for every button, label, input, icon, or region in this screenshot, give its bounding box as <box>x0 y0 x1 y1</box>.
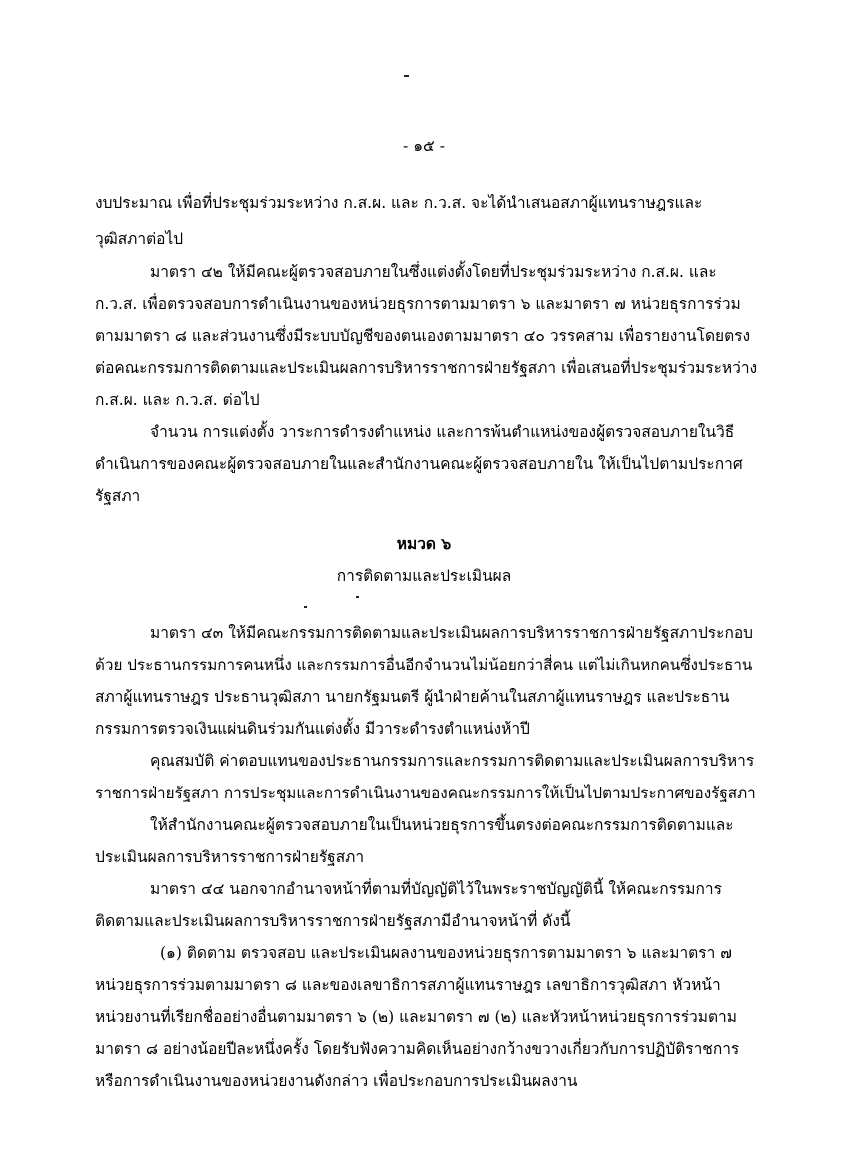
page-number: - ๑๕ - <box>403 137 445 155</box>
text-line: หน่วยงานที่เรียกชื่ออย่างอื่นตามมาตรา ๖ (๒) และมาตรา ๗ (๒) และหัวหน้าหน่วยธุรการร่วมตาม <box>95 1008 737 1026</box>
text-line: ต่อคณะกรรมการติดตามและประเมินผลการบริหารราชการฝ่ายรัฐสภา เพื่อเสนอที่ประชุมร่วมระหว่าง <box>95 359 758 377</box>
text-line: คุณสมบัติ ค่าตอบแทนของประธานกรรมการและกรรมการติดตามและประเมินผลการบริหาร <box>150 752 755 770</box>
text-line: ให้สำนักงานคณะผู้ตรวจสอบภายในเป็นหน่วยธุรการขึ้นตรงต่อคณะกรรมการติดตามและ <box>150 816 734 834</box>
text-line: กรรมการตรวจเงินแผ่นดินร่วมกันแต่งตั้ง มีวาระดำรงตำแหน่งห้าปี <box>95 720 530 738</box>
text-line: มาตรา ๔๓ ให้มีคณะกรรมการติดตามและประเมินผลการบริหารราชการฝ่ายรัฐสภาประกอบ <box>150 624 753 642</box>
text-line: จำนวน การแต่งตั้ง วาระการดำรงตำแหน่ง และการพ้นตำแหน่งของผู้ตรวจสอบภายในวิธี <box>150 423 735 441</box>
scan-mark <box>404 75 409 77</box>
text-line: งบประมาณ เพื่อที่ประชุมร่วมระหว่าง ก.ส.ผ. และ ก.ว.ส. จะได้นำเสนอสภาผู้แทนราษฎรและ <box>95 194 703 212</box>
text-line: ก.ว.ส. เพื่อตรวจสอบการดำเนินงานของหน่วยธุรการตามมาตรา ๖ และมาตรา ๗ หน่วยธุรการร่วม <box>95 295 741 313</box>
text-line: ราชการฝ่ายรัฐสภา การประชุมและการดำเนินงานของคณะกรรมการให้เป็นไปตามประกาศของรัฐสภา <box>95 784 756 802</box>
text-line: (๑) ติดตาม ตรวจสอบ และประเมินผลงานของหน่วยธุรการตามมาตรา ๖ และมาตรา ๗ <box>160 944 732 962</box>
text-line: หน่วยธุรการร่วมตามมาตรา ๘ และของเลขาธิการสภาผู้แทนราษฎร เลขาธิการวุฒิสภา หัวหน้า <box>95 976 721 994</box>
text-line: ติดตามและประเมินผลการบริหารราชการฝ่ายรัฐสภามีอำนาจหน้าที่ ดังนี้ <box>95 912 571 930</box>
chapter-title: หมวด ๖ <box>396 534 452 553</box>
text-line: มาตรา ๘ อย่างน้อยปีละหนึ่งครั้ง โดยรับฟังความคิดเห็นอย่างกว้างขวางเกี่ยวกับการปฏิบัติราชการ <box>95 1040 740 1058</box>
text-line: มาตรา ๔๔ นอกจากอำนาจหน้าที่ตามที่บัญญัติไว้ในพระราชบัญญัตินี้ ให้คณะกรรมการ <box>150 880 722 898</box>
text-line: หรือการดำเนินงานของหน่วยงานดังกล่าว เพื่อประกอบการประเมินผลงาน <box>95 1072 578 1090</box>
chapter-subtitle: การติดตามและประเมินผล <box>336 567 512 585</box>
text-line: วุฒิสภาต่อไป <box>95 230 184 248</box>
text-line: มาตรา ๔๒ ให้มีคณะผู้ตรวจสอบภายในซึ่งแต่งตั้งโดยที่ประชุมร่วมระหว่าง ก.ส.ผ. และ <box>150 263 717 281</box>
scan-mark <box>356 596 359 598</box>
text-line: ประเมินผลการบริหารราชการฝ่ายรัฐสภา <box>95 848 365 866</box>
text-line: รัฐสภา <box>95 487 141 505</box>
text-line: ก.ส.ผ. และ ก.ว.ส. ต่อไป <box>95 391 260 409</box>
text-line: สภาผู้แทนราษฎร ประธานวุฒิสภา นายกรัฐมนตรี ผู้นำฝ่ายค้านในสภาผู้แทนราษฎร และประธาน <box>95 688 730 706</box>
text-line: ด้วย ประธานกรรมการคนหนึ่ง และกรรมการอื่นอีกจำนวนไม่น้อยกว่าสี่คน แต่ไม่เกินหกคนซึ่งประธาน <box>95 656 753 674</box>
text-line: ตามมาตรา ๘ และส่วนงานซึ่งมีระบบบัญชีของตนเองตามมาตรา ๔๐ วรรคสาม เพื่อรายงานโดยตรง <box>95 327 751 345</box>
text-line: ดำเนินการของคณะผู้ตรวจสอบภายในและสำนักงานคณะผู้ตรวจสอบภายใน ให้เป็นไปตามประกาศ <box>95 455 743 473</box>
scan-mark <box>304 606 307 608</box>
